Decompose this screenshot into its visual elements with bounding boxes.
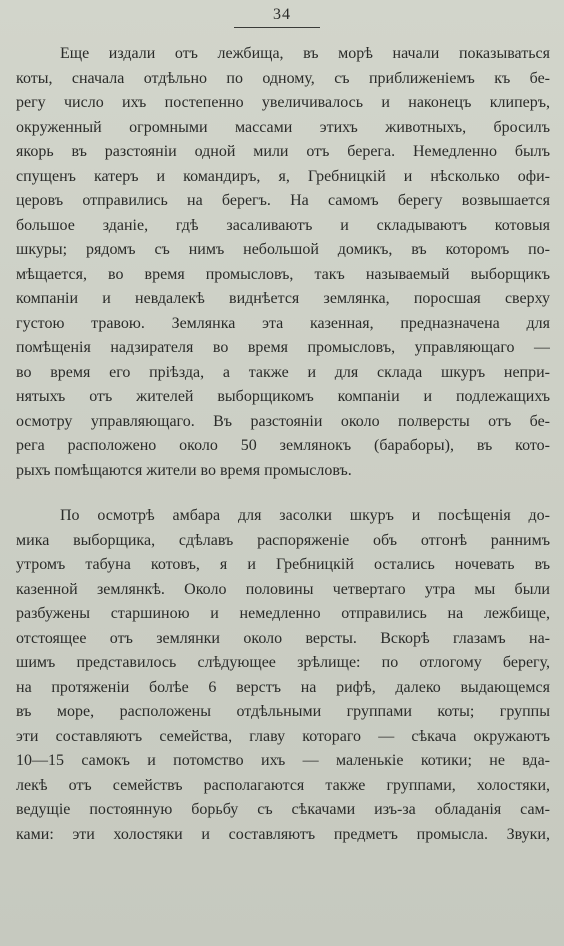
- text-line: ведущіе постоянную борьбу съ сѣкачами изъ-за обладанія сам-: [16, 801, 550, 818]
- text-line: мѣщается, во время промысловъ, такъ называемый выборщикъ: [16, 265, 550, 283]
- text-line: мика выборщика, сдѣлавъ распоряженіе объ отгонѣ раннимъ: [16, 531, 550, 549]
- paragraph-2: [16, 504, 550, 847]
- text-line: осмотру управляющаго. Въ разстояніи около полверсты отъ бе-: [16, 412, 550, 430]
- page-header: [0, 6, 564, 24]
- paragraph-gap: [16, 483, 550, 504]
- text-line: коты, сначала отдѣльно по одному, съ приближеніемъ къ бе-: [16, 69, 550, 87]
- text-line: регу число ихъ постепенно увеличивалось и наконецъ клиперъ,: [16, 94, 550, 111]
- text-line: отстоящее отъ землянки около версты. Вскорѣ глазамъ на-: [16, 629, 550, 647]
- text-line: нятыхъ отъ жителей выборщикомъ компаніи и подлежащихъ: [16, 388, 550, 405]
- header-rule: [234, 27, 320, 28]
- text-line: шкуры; рядомъ съ нимъ небольшой домикъ, въ которомъ по-: [16, 241, 550, 258]
- text-line: 10—15 самокъ и потомство ихъ — маленькіе котики; не вда-: [16, 752, 550, 769]
- text-line: шимъ представилось слѣдующее зрѣлище: по отлогому берегу,: [16, 654, 550, 671]
- text-line: большое зданіе, гдѣ засаливаютъ и складываютъ котовыя: [16, 216, 550, 234]
- text-line: на протяженіи болѣе 6 верстъ на рифѣ, далеко выдающемся: [16, 678, 550, 696]
- text-line: разбужены старшиною и немедленно отправились на лежбище,: [16, 605, 550, 622]
- page-number: 34: [273, 6, 291, 23]
- text-line: рега расположено около 50 землянокъ (бараборы), въ кото-: [16, 437, 550, 454]
- text-line: густою травою. Землянка эта казенная, предназначена для: [16, 314, 550, 332]
- text-line: рыхъ помѣщаются жители во время промысловъ.: [16, 461, 352, 479]
- text-line: якорь въ разстояніи одной мили отъ берега. Немедленно былъ: [16, 143, 550, 160]
- text-line: спущенъ катеръ и командиръ, я, Гребницкій и нѣсколько офи-: [16, 167, 550, 185]
- text-line: во время его пріѣзда, а также и для склада шкуръ непри-: [16, 363, 550, 381]
- text-line: лекѣ отъ семействъ располагаются также группами, холостяки,: [16, 776, 550, 794]
- text-line: въ море, расположены отдѣльными группами коты; группы: [16, 703, 550, 720]
- text-line: эти составляютъ семейства, главу котораго — сѣкача окружаютъ: [16, 727, 550, 745]
- text-line: утромъ табуна котовъ, я и Гребницкій остались ночевать въ: [16, 556, 550, 573]
- text-line: По осмотрѣ амбара для засолки шкуръ и посѣщенія до-: [60, 507, 550, 524]
- text-line: окруженный огромными массами этихъ животныхъ, бросилъ: [16, 118, 550, 136]
- text-line: казенной землянкѣ. Около половины четвертаго утра мы были: [16, 580, 550, 598]
- text-line: помѣщенія надзирателя во время промысловъ, управляющаго —: [16, 339, 550, 356]
- body-text: [16, 42, 550, 847]
- text-line: ками: эти холостяки и составляютъ предметъ промысла. Звуки,: [16, 825, 550, 843]
- paragraph-1: [16, 42, 550, 483]
- text-line: компаніи и невдалекѣ виднѣется землянка, поросшая сверху: [16, 290, 550, 307]
- text-line: Еще издали отъ лежбища, въ морѣ начали показываться: [60, 45, 550, 62]
- text-line: церовъ отправились на берегъ. На самомъ берегу возвышается: [16, 192, 550, 209]
